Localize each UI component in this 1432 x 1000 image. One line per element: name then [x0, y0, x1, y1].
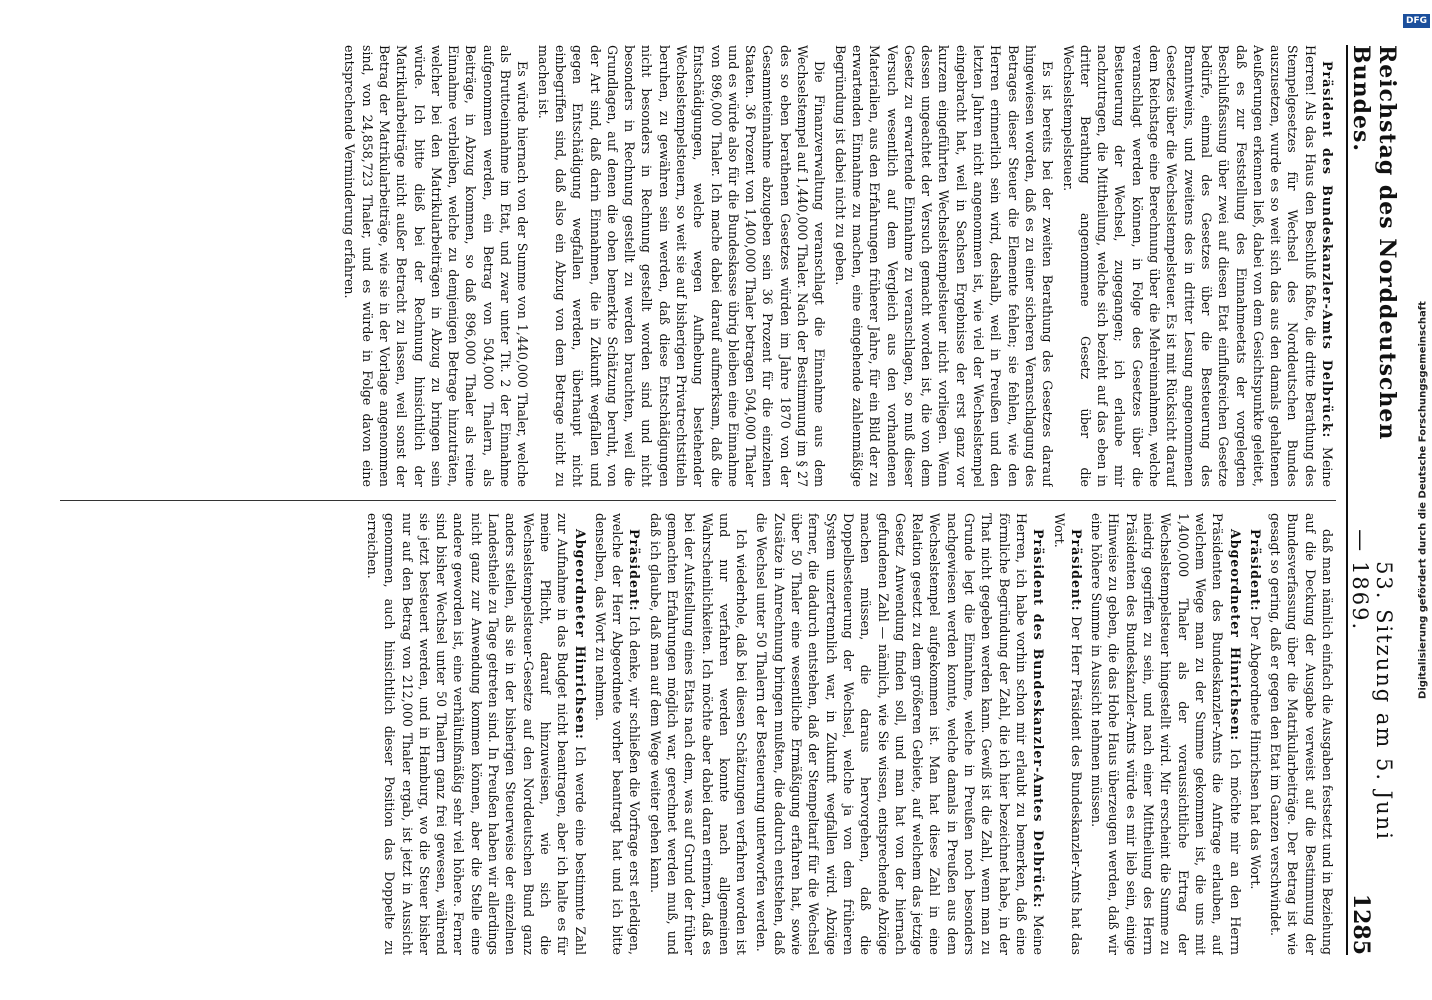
paragraph-text: Es ist bereits bei der zweiten Berathung des Gesetzes darauf hingewiesen worden, daß es zu einer sicheren Veranschlagung des Betrages dieser Steuer die Elemente fehlen; sie fehlen, wie den Herren erinnerlich sein wird, deshalb, weil in Preußen und den letzten Jahren nicht angenommen ist, wie viel der Wechselstempel eingebracht hat, weil in Sachsen Ergebnisse der erst ganz vor kurzem eingeführten Wechselstempelsteuer nicht vorliegen. Wenn dessen ungeachtet der Versuch gemacht worden ist, die von dem Gesetz zu erwartende Einnahme zu veranschlagen, so muß dieser Versuch wesentlich auf dem Vergleich aus den vorhandenen Materialien, aus den Erfahrungen früherer Jahre, für ein Bild der zu erwartenden Einnahme zu machen, eine eingehende zahlenmäßige Begründung ist dabei nicht zu geben. [832, 45, 1056, 487]
paragraph [534, 45, 828, 487]
column-left [60, 45, 1336, 487]
speaker-name: Abgeordneter Hinrichsen: [572, 529, 588, 740]
dfg-logo: DFG [1403, 14, 1430, 28]
running-head [1346, 45, 1400, 955]
speaker-name: Präsident des Bundeskanzler-Amtes Delbrück: [1031, 529, 1047, 909]
running-head-dash: — [1348, 529, 1373, 552]
paragraph-text: Die Finanzverwaltung veranschlagt die Einnahme aus dem Wechselstempel auf 1,440,000 Thaler. Nach der Bestimmung im § 27 des so eben berathenen Gesetzes würden im Jahre 1870 von der Gesammteinnahme abzugeben sein 36 Prozent für die einzelnen Staaten. 36 Prozent von 1,400,000 Thaler betragen 504,000 Thaler und es würde also für die Bundeskasse übrig bleiben eine Einnahme von 896,000 Thaler. Ich mache dabei darauf aufmerksam, daß die Entschädigungen, welche wegen Aufhebung bestehender Wechselstempelsteuern, so weit sie auf bisherigen Privatrechtstiteln beruhen, zu gewähren sein werden, daß diese Entschädigungen nicht besonders in Rechnung gestellt worden sind und nicht besonders in Rechnung gestellt zu werden brauchten, weil die Grundlagen, auf denen die oben bemerkte Schätzung beruht, von der Art sind, daß darin Einnahmen, die in Zukunft wegfallen und gegen Entschädigung wegfallen werden, überhaupt nicht einbegriffen sind, daß also ein Abzug von dem Betrage nicht zu machen ist. [535, 45, 828, 487]
paragraph-text: Der Herr Präsident des Bundeskanzler-Amts hat das Wort. [1051, 513, 1084, 955]
speaker-name: Abgeordneter Hinrichsen: [1227, 529, 1243, 742]
page-number: 1285 [1348, 893, 1374, 955]
speaker-name: Präsident: [1247, 529, 1263, 612]
running-head-title: Reichstag des Norddeutschen Bundes. [1348, 45, 1400, 441]
paragraph [1088, 513, 1244, 955]
paragraph [831, 45, 1056, 487]
paragraph-text: Es würde hiernach von der Summe von 1,440,000 Thaler, welche als Bruttoeinnahme im Etat, und zwar unter Tit. 2 der Einnahme aufgenommen werden, ein Betrag von 504,000 Thalern, als Beiträge, in Abzug kommen, so daß 896,000 Thaler als reine Einnahme verbleiben, welche zu demjenigen Betrage hinzuträten, welcher bei den Matrikularbeiträgen in Abzug zu bringen sein würde. Ich bitte dieß bei der Rechnung hinsichtlich der Matrikularbeiträge nicht außer Betracht zu lassen, weil sonst der Betrag der Matrikularbeiträge, wie sie in der Vorlage angenommen sind, von 24,858,723 Thaler, und es würde in Folge davon eine entsprechende Verminderung erfahren. [342, 45, 531, 487]
paragraph-text: daß man nämlich einfach die Ausgaben festsetzt und in Beziehung auf die Deckung der Ausgabe verweist auf die Bestimmung der Bundesverfassung über die Matrikularbeiträge. Der Betrag ist wie gesagt so gering, daß er gegen den Etat im Ganzen verschwindet. [1268, 513, 1335, 955]
paragraph-text: Der Abgeordnete Hinrichsen hat das Wort. [1247, 615, 1263, 890]
funding-note [1416, 40, 1430, 960]
column-right [60, 513, 1336, 955]
paragraph [1059, 45, 1336, 487]
paragraph-text: Ich werde eine bestimmte Zahl zur Aufnahme in das Budget nicht beantragen, aber ich halte es für meine Pflicht, darauf hinzuweisen, wie sich die Wechselstempelsteuer-Gesetze auf den Norddeutschen Bund ganz anders stellen, als sie in der bisherigen Steuerweise der einzelnen Landestheile zu Tage getreten sind. In Preußen haben wir allerdings nicht ganz zur Anwendung kommen können, aber die Stelle eine andere geworden ist, eine verhältnißmäßig sehr viel höhere. Ferner sind bisher Wechsel unter 50 Thalern ganz frei gewesen, während sie jetzt besteuert werden, und in Hamburg, wo die Steuer bisher nur auf den Betrag von 212,000 Thaler ergab, ist jetzt in Aussicht genommen, auch hinsichtlich dieser Position das Doppelte zu erreichen. [364, 513, 588, 955]
speaker-name: Präsident: [627, 529, 643, 612]
paragraph [1247, 513, 1264, 955]
column-divider [60, 500, 1336, 501]
paragraph [1050, 513, 1085, 955]
paragraph-text: Ich denke, wir schließen die Vorfrage erst erledigen, welche der Herr Abgeordnete vorher beantragt hat und ich bitte denselben, das Wort zu nehmen. [592, 513, 643, 955]
paragraph [1267, 513, 1336, 955]
paragraph [753, 513, 1047, 955]
rotated-page [30, 5, 1402, 995]
paragraph-text: Ich möchte mir an den Herrn Präsidenten des Bundeskanzler-Amts die Anfrage erlauben, auf welchem Wege man zu der Summe gekommen ist, die uns mit 1,400,000 Thaler als der voraussichtliche Ertrag der Wechselstempelsteuer hingestellt wird. Mir erscheint die Summe zu niedrig gegriffen zu sein, und nach einer Mittheilung des Herrn Präsidenten des Bundeskanzler-Amts würde es mir lieb sein, einige Hinweise zu geben, die das Hohe Haus überzeugen werden, daß wir eine höhere Summe in Aussicht nehmen müssen. [1089, 513, 1243, 955]
paragraph [341, 45, 531, 487]
running-head-session: 53. Sitzung am 5. Juni 1869. [1348, 561, 1396, 841]
paragraph [592, 513, 644, 955]
speaker-name: Präsident des Bundeskanzler-Amts Delbrück: [1320, 61, 1335, 439]
paragraph-text: Meine Herren, ich habe vorhin schon mir erlaubt zu bemerken, daß eine förmliche Begründung der Zahl, die ich hier bezeichnet habe, in der That nicht gegeben werden kann. Gewiß ist die Zahl, wenn man zu Grunde legt die Einnahme, welche in Preußen noch besonders nachgewiesen werden konnte, welche damals in Preußen aus dem Wechselstempel aufgekommen ist. Man hat diese Zahl in eine Relation gesetzt zu dem größeren Gebiete, auf welchem das jetzige Gesetz Anwendung finden soll, und man hat von der hiernach gefundenen Zahl — nämlich, wie Sie wissen, entsprechende Abzüge machen müssen, die daraus hervorgehen, daß die Doppelbesteuerung der Wechsel, welche ja von dem früheren System unzertrennlich war, in Zukunft wegfallen wird. Abzüge ferner, die dadurch entstehen, daß der Stempeltarif für die Wechsel über 50 Thaler eine wesentliche Ermäßigung erfahren hat, sowie Zusätze in Anrechnung bringen mußten, die dadurch entstehen, daß die Wechsel unter 50 Thalern der Besteuerung unterworfen werden. [754, 513, 1047, 955]
paragraph [364, 513, 589, 955]
speaker-name: Präsident: [1068, 529, 1084, 612]
paragraph [646, 513, 750, 955]
paragraph-text: Ich wiederhole, daß bei diesen Schätzungen verfahren worden ist und nur verfahren werden konnte nach allgemeinen Wahrscheinlichkeiten. Ich möchte aber dabei daran erinnern, daß es bei der Aufstellung eines Etats nach dem, was auf Grund der früher gemachten Erfahrungen möglich war, gerechnet werden muß, und daß ich glaube, daß man auf dem Wege weiter gehen kann. [647, 513, 750, 955]
funding-note-text: Digitalisierung gefördert durch die Deutsche Forschungsgemeinschaft [1417, 301, 1429, 699]
paragraph-text: Meine Herren! Als das Haus den Beschluß faßte, die dritte Berathung des Stempelgesetzes für Wechsel des Norddeutschen Bundes auszusetzen, wurde es so weit sich das aus den damals gehaltenen Aeußerungen erkennen ließ, dabei von dem Gesichtspunkte geleitet, daß es zur Feststellung des Einnahmeetats der vorgelegten Beschlußfassung über zwei auf diesen Etat einflußreichen Gesetze bedürfe, einmal des Gesetzes über die Besteuerung des Branntweins, und zweitens des in dritter Lesung angenommenen Gesetzes über die Wechselstempelsteuer. Es ist mit Rücksicht darauf dem Reichstage eine Berechnung über die Mehreinnahmen, welche veranschlagt werden können, in Folge des Gesetzes über die Besteuerung der Wechsel, zugegangen; ich erlaube mir nachzutragen, die Mittheilung, welche sich bezieht auf das eben in dritter Berathung angenommene Gesetz über die Wechselstempelsteuer. [1060, 45, 1335, 487]
